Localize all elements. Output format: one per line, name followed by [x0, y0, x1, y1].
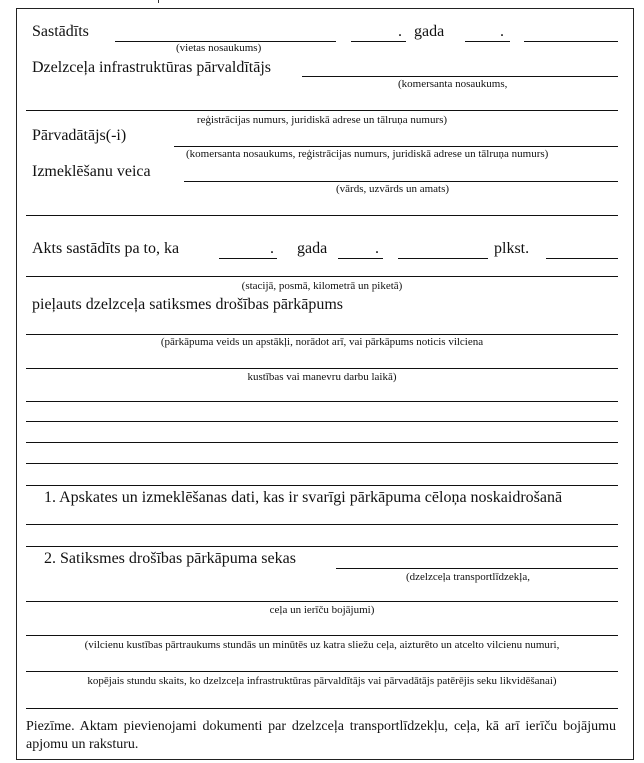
time-field[interactable] [546, 258, 618, 259]
violation-field-line-1[interactable] [26, 334, 618, 335]
blank-line-5[interactable] [26, 485, 618, 486]
act-dot-2: . [375, 240, 379, 257]
blank-line-3[interactable] [26, 442, 618, 443]
year-word: gada [414, 23, 445, 40]
section-1-line-1[interactable] [26, 524, 618, 525]
act-date-year-field[interactable] [398, 258, 488, 259]
section-2-caption-3: (vilcienu kustības pārtraukums stundās un minūtēs uz katra sliežu ceļa, aizturēto un atcelto vilcienu numuri, [84, 639, 560, 651]
date-day-field[interactable] [351, 41, 406, 42]
violation-caption-2: kustības vai manevru darbu laikā) [247, 371, 397, 383]
violation-field-line-2[interactable] [26, 368, 618, 369]
date-year-field[interactable] [524, 41, 618, 42]
section-2-caption-4: kopējais stundu skaits, ko dzelzceļa infrastruktūras pārvaldītājs vai pārvadātājs patērējis seku likvidēšanai) [87, 675, 557, 687]
date-dot-2: . [500, 23, 504, 40]
carrier-caption: (komersanta nosaukums, reģistrācijas numurs, juridiskā adrese un tālruņa numurs) [186, 148, 549, 160]
date-month-field[interactable] [465, 41, 510, 42]
investigator-field-line-2[interactable] [26, 215, 618, 216]
section-2-caption-1: (dzelzceļa transportlīdzekļa, [406, 571, 530, 583]
section-1-title: 1. Apskates un izmeklēšanas dati, kas ir svarīgi pārkāpuma cēloņa noskaidrošanā [44, 489, 563, 506]
carrier-label: Pārvadātājs(-i) [32, 127, 127, 144]
section-2-title: 2. Satiksmes drošības pārkāpuma sekas [44, 550, 296, 567]
investigator-caption: (vārds, uzvārds un amats) [336, 183, 450, 195]
date-dot-1: . [398, 23, 402, 40]
top-edge-mark [158, 0, 159, 3]
infra-manager-label: Dzelzceļa infrastruktūras pārvaldītājs [32, 59, 271, 76]
section-2-line-3[interactable] [26, 635, 618, 636]
act-dot-1: . [270, 240, 274, 257]
investigator-field[interactable] [184, 181, 618, 182]
infra-manager-field[interactable] [302, 76, 618, 77]
section-2-line-5[interactable] [26, 708, 618, 709]
place-caption: (vietas nosaukums) [176, 42, 262, 54]
section-2-caption-2: ceļa un ierīču bojājumi) [269, 604, 375, 616]
section-1-line-2[interactable] [26, 546, 618, 547]
compiled-label: Sastādīts [32, 23, 89, 40]
violation-label: pieļauts dzelzceļa satiksmes drošības pārkāpums [32, 296, 344, 313]
location-field[interactable] [26, 276, 618, 277]
violation-caption-1: (pārkāpuma veids un apstākļi, norādot arī, vai pārkāpums noticis vilciena [160, 336, 484, 348]
investigator-label: Izmeklēšanu veica [32, 163, 151, 180]
blank-line-4[interactable] [26, 463, 618, 464]
section-2-line-2[interactable] [26, 601, 618, 602]
act-label: Akts sastādīts pa to, ka [32, 240, 180, 257]
note-text: Piezīme. Aktam pievienojami dokumenti par dzelzceļa transportlīdzekļu, ceļa, kā arī ierīču bojājumu apjomu un raksturu. [26, 719, 616, 752]
act-year-word: gada [297, 240, 328, 257]
blank-line-1[interactable] [26, 401, 618, 402]
carrier-field[interactable] [174, 146, 618, 147]
location-caption: (stacijā, posmā, kilometrā un piketā) [241, 280, 403, 292]
infra-manager-field-line-2[interactable] [26, 110, 618, 111]
blank-line-2[interactable] [26, 421, 618, 422]
section-2-field[interactable] [336, 568, 618, 569]
act-date-month-field[interactable] [338, 258, 383, 259]
infra-manager-caption-2: reģistrācijas numurs, juridiskā adrese un tālruņa numurs) [196, 114, 448, 126]
time-word: plkst. [494, 240, 530, 257]
section-2-line-4[interactable] [26, 671, 618, 672]
act-date-day-field[interactable] [219, 258, 277, 259]
infra-manager-caption-1: (komersanta nosaukums, [398, 78, 508, 90]
